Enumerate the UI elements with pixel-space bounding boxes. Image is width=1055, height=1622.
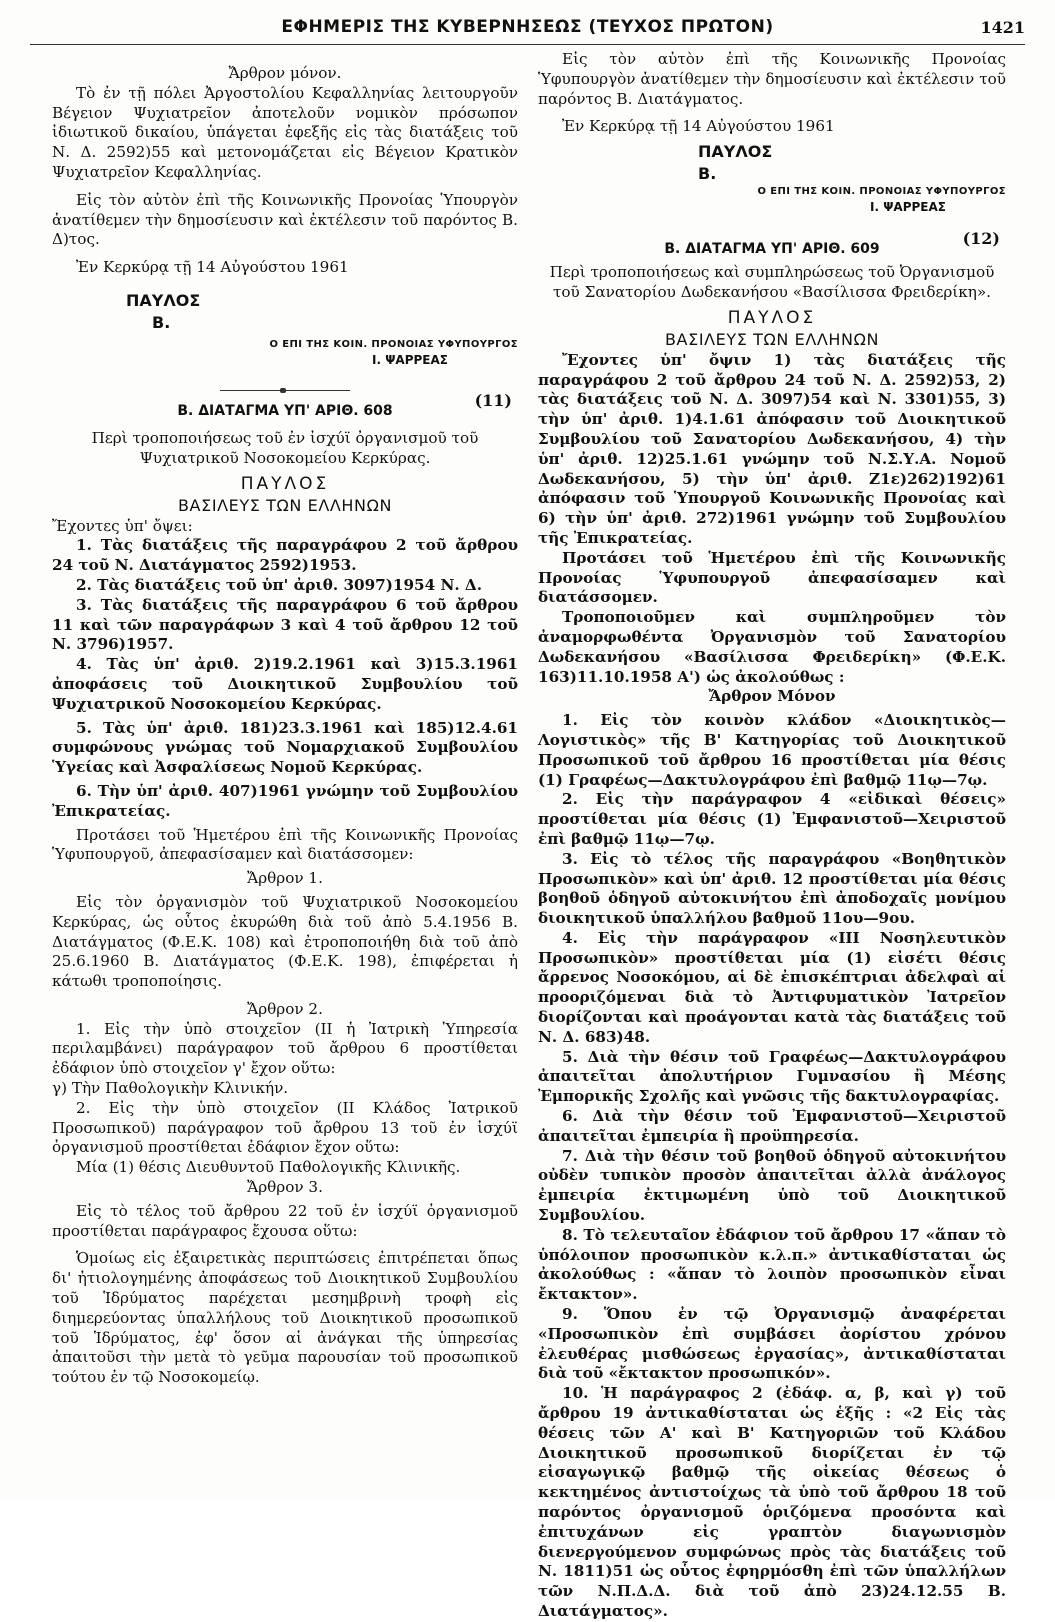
prev-body-2: Εἰς τὸν αὐτὸν ἐπὶ τῆς Κοινωνικῆς Προνοίας Ὑπουργὸν ἀνατίθεμεν τὴν δημοσίευσιν καὶ ἐκτέλεσιν τοῦ παρόντος Β. Δ)τος.	[52, 190, 518, 249]
decree-609-king: ΠΑΥΛΟΣ	[727, 307, 817, 328]
right-column	[538, 50, 1006, 1622]
proposal-609: Προτάσει τοῦ Ἡμετέρου ἐπὶ τῆς Κοινωνικῆς Προνοίας Ὑφυπουργοῦ ἀπεφασίσαμεν καὶ διατάσσομεν.	[538, 548, 1006, 607]
article-2-para-2: 2. Εἰς τὴν ὑπὸ στοιχεῖον (ΙΙ Κλάδος Ἰατρικοῦ Προσωπικοῦ) παράγραφον τοῦ ἄρθρου 13 τοῦ ἐν ἰσχύϊ ὀργανισμοῦ προστίθεται ἐδάφιον ἔχον οὕτω:	[52, 1098, 518, 1157]
prev-body-1: Τὸ ἐν τῇ πόλει Ἀργοστολίου Κεφαλληνίας λειτουργοῦν Βέγειον Ψυχιατρεῖον ἀποτελοῦν νομικὸν πρόσωπον ἰδιωτικοῦ δικαίου, ὑπάγεται ἐφεξῆς εἰς τὰς διατάξεις τοῦ Ν. Δ. 2592)55 καὶ μετονομάζεται εἰς Βέγειον Κρατικὸν Ψυχιατρεῖον Κεφαλληνίας.	[52, 83, 518, 181]
article-2-para-2a: Μία (1) θέσις Διευθυντοῦ Παθολογικῆς Κλινικῆς.	[76, 1158, 461, 1177]
recital-item: 2. Τὰς διατάξεις τοῦ ὑπ' ἀριθ. 3097)1954 Ν. Δ.	[76, 575, 482, 594]
decree-609-king-title: ΒΑΣΙΛΕΥΣ ΤΩΝ ΕΛΛΗΝΩΝ	[664, 329, 880, 349]
cont-place-date: Ἐν Κερκύρᾳ τῇ 14 Αὐγούστου 1961	[562, 117, 835, 136]
list-item: 1. Εἰς τὸν κοινὸν κλάδον «Διοικητικὸς—Λογιστικὸς» τῆς Β' Κατηγορίας τοῦ Διοικητικοῦ Προσωπικοῦ τοῦ ἄρθρου 16 προστίθεται μία θέσις (1) Γραφέως—Δακτυλογράφου ἐπὶ βαθμῷ 11ῳ—7ῳ.	[538, 711, 1006, 789]
prev-place-date: Ἐν Κερκύρᾳ τῇ 14 Αὐγούστου 1961	[76, 258, 349, 277]
article-1-body: Εἰς τὸν ὀργανισμὸν τοῦ Ψυχιατρικοῦ Νοσοκομείου Κερκύρας, ὡς οὗτος ἐκυρώθη διὰ τοῦ ἀπὸ 5.4.1956 Β. Διατάγματος (Φ.Ε.Κ. 108) καὶ ἐτροποποιήθη διὰ τοῦ ἀπὸ 25.6.1960 Β. Διατάγματος (Φ.Ε.Κ. 198), ἐπιφέρεται ἡ κάτωθι τροποποίησις.	[52, 892, 518, 991]
recitals-list	[52, 536, 518, 821]
section-divider	[220, 390, 350, 391]
article-3-quote: Ὁμοίως εἰς ἐξαιρετικὰς περιπτώσεις ἐπιτρέπεται ὅπως δι' ἠτιολογημένης ἀποφάσεως τοῦ Διοικητικοῦ Συμβουλίου τοῦ Ἱδρύματος παρέχεται μεσημβρινὴ τροφὴ εἰς διημερεύοντας ὑπαλλήλους τοῦ Διοικητικοῦ προσωπικοῦ τοῦ Ἱδρύματος, ἐφ' ὅσον αἱ ἀνάγκαι τῆς ὑπηρεσίας ἀπαιτοῦσι τὴν μετὰ τὸ γεῦμα παρουσίαν τοῦ προσωπικοῦ τούτου ἐν τῷ Νοσοκομείῳ.	[52, 1249, 518, 1387]
recital-item: 3. Τὰς διατάξεις τῆς παραγράφου 6 τοῦ ἄρθρου 11 καὶ τῶν παραγράφων 3 καὶ 4 τοῦ ἄρθρου 12 τοῦ Ν. 3796)1957.	[52, 595, 518, 654]
list-item: 4. Εἰς τὴν παράγραφον «ΙΙΙ Νοσηλευτικὸν Προσωπικὸν» προστίθεται μία (1) εἰσέτι θέσις ἄρρενος Νοσοκόμου, αἱ δὲ ἐπισκέπτριαι ἀδελφαὶ αἱ προοριζόμεναι διὰ τὸ Ἀντιφυματικὸν Ἰατρεῖον διορίζονται καὶ προάγονται κατὰ τὰς διατάξεις τοῦ Ν. Δ. 683)48.	[538, 928, 1006, 1046]
prev-minister-name: Ι. ΨΑΡΡΕΑΣ	[372, 352, 448, 367]
list-item: 3. Εἰς τὸ τέλος τῆς παραγράφου «Βοηθητικὸν Προσωπικὸν» καὶ ὑπ' ἀριθ. 12 προστίθεται μία θέσις βοηθοῦ ὁδηγοῦ αὐτοκινήτου ἐπὶ ἀποδοχαῖς μονίμου διοικητικοῦ ὑπαλλήλου βαθμοῦ 11ου—9ου.	[538, 849, 1006, 928]
article-3-body: Εἰς τὸ τέλος τοῦ ἄρθρου 22 τοῦ ἐν ἰσχύϊ ὀργανισμοῦ προστίθεται παράγραφος ἔχουσα οὕτω:	[52, 1201, 518, 1240]
decree-608-king: ΠΑΥΛΟΣ	[240, 473, 330, 494]
list-item: 7. Διὰ τὴν θέσιν τοῦ βοηθοῦ ὁδηγοῦ αὐτοκινήτου οὐδὲν τυπικὸν προσὸν ἀπαιτεῖται ἀλλὰ ἀνάλογος ἐμπειρία ἐκτιμωμένη ὑπὸ τοῦ Διοικητικοῦ Συμβουλίου.	[538, 1146, 1006, 1225]
page-number: 1421	[980, 18, 1025, 37]
decree-609-heading	[538, 229, 1006, 259]
page-header	[30, 14, 1025, 44]
list-item: 8. Τὸ τελευταῖον ἐδάφιον τοῦ ἄρθρου 17 «ἅπαν τὸ ὑπόλοιπον προσωπικὸν κ.λ.π.» ἀντικαθίσταται ὡς ἀκολούθως : «ἅπαν τὸ λοιπὸν προσωπικὸν εἶναι ἔκτακτον».	[538, 1225, 1006, 1304]
proposal-608: Προτάσει τοῦ Ἡμετέρου ἐπὶ τῆς Κοινωνικῆς Προνοίας Ὑφυπουργοῦ, ἀπεφασίσαμεν καὶ διατάσσομεν:	[52, 825, 518, 864]
cont-minister-title: Ο ΕΠΙ ΤΗΣ ΚΟΙΝ. ΠΡΟΝΟΙΑΣ ΥΦΥΠΟΥΡΓΟΣ	[757, 186, 1006, 198]
cont-body: Εἰς τὸν αὐτὸν ἐπὶ τῆς Κοινωνικῆς Προνοίας Ὑφυπουργὸν ἀνατίθεμεν τὴν δημοσίευσιν καὶ ἐκτέλεσιν τοῦ παρόντος Β. Διατάγματος.	[538, 50, 1006, 108]
list-item: 10. Ἡ παράγραφος 2 (ἐδάφ. α, β, καὶ γ) τοῦ ἄρθρου 19 ἀντικαθίσταται ὡς ἑξῆς : «2 Εἰς τὰς θέσεις τῶν Α' καὶ Β' Κατηγοριῶν τοῦ Κλάδου Διοικητικοῦ προσωπικοῦ διορίζεται ἐν τῷ εἰσαγωγικῷ βαθμῷ τῆς οἰκείας θέσεως ὁ κεκτημένος ἀντιστοίχως τὰ ὑπὸ τοῦ ἄρθρου 18 τοῦ παρόντος ὀργανισμοῦ ὁριζόμενα προσόντα καὶ ἐπιτυχάνων εἰς γραπτὸν διαγωνισμὸν διενεργούμενον συμφώνως πρὸς τὰς διατάξεις τοῦ Ν. 1811)51 ὡς οὗτος ἐφηρμόσθη ἐπὶ τῶν ὑπαλλήλων τῶν Ν.Π.Δ.Δ. διὰ τοῦ ἀπὸ 23)24.12.55 Β. Διατάγματος».	[538, 1384, 1006, 1620]
decree-608-number: (11)	[474, 390, 512, 410]
article-1-title: Ἄρθρον 1.	[247, 869, 323, 888]
gazette-title: ΕΦΗΜΕΡΙΣ ΤΗΣ ΚΥΒΕΡΝΗΣΕΩΣ (ΤΕΥΧΟΣ ΠΡΩΤΟΝ)	[281, 17, 774, 37]
prev-king-signature: ΠΑΥΛΟΣ	[126, 290, 201, 310]
decree-609-title: Β. ΔΙΑΤΑΓΜΑ ΥΠ' ΑΡΙΘ. 609	[664, 241, 880, 258]
recital-item: 5. Τὰς ὑπ' ἀριθ. 181)23.3.1961 καὶ 185)12.4.61 συμφώνους γνώμας τοῦ Νομαρχιακοῦ Συμβουλίου Ὑγείας καὶ Ἀσφαλίσεως Νομοῦ Κερκύρας.	[52, 718, 518, 777]
article-only-title: Ἄρθρον Μόνον	[708, 687, 836, 706]
recital-item: 1. Τὰς διατάξεις τῆς παραγράφου 2 τοῦ ἄρθρου 24 τοῦ Ν. Διατάγματος 2592)1953.	[52, 536, 518, 575]
decree-608-subject: Περὶ τροποποιήσεως τοῦ ἐν ἰσχύϊ ὀργανισμοῦ τοῦ Ψυχιατρικοῦ Νοσοκομείου Κερκύρας.	[91, 428, 479, 467]
cont-king-signature: ΠΑΥΛΟΣ	[698, 142, 773, 162]
list-item: 2. Εἰς τὴν παράγραφον 4 «εἰδικαὶ θέσεις» προστίθεται μία θέσις (1) Ἐμφανιστοῦ—Χειριστοῦ ἐπὶ βαθμῷ 11ῳ—7ῳ.	[538, 790, 1006, 848]
decree-609-body	[538, 351, 1006, 1622]
prev-minister-title: Ο ΕΠΙ ΤΗΣ ΚΟΙΝ. ΠΡΟΝΟΙΑΣ ΥΦΥΠΟΥΡΓΟΣ	[269, 338, 518, 350]
cont-minister-name: Ι. ΨΑΡΡΕΑΣ	[870, 200, 946, 215]
amend-609: Τροποποιοῦμεν καὶ συμπληροῦμεν τὸν ἀναμορφωθέντα Ὀργανισμὸν τοῦ Σανατορίου Δωδεκανήσου «Βασίλισσα Φρειδερίκη» (Φ.Ε.Κ. 163)11.10.1958 Α') ὡς ἀκολούθως :	[538, 608, 1006, 686]
left-column	[52, 56, 518, 1388]
recital-item: 6. Τὴν ὑπ' ἀριθ. 407)1961 γνώμην τοῦ Συμβουλίου Ἐπικρατείας.	[52, 781, 518, 820]
decree-608-heading	[52, 390, 518, 421]
list-item: 6. Διὰ τὴν θέσιν τοῦ Ἐμφανιστοῦ—Χειριστοῦ ἀπαιτεῖται ἐμπειρία ἢ προϋπηρεσία.	[538, 1107, 1006, 1145]
article-3-title: Ἄρθρον 3.	[247, 1178, 323, 1197]
prev-article-title: Ἄρθρον μόνον.	[228, 64, 342, 82]
article-2-para-1: 1. Εἰς τὴν ὑπὸ στοιχεῖον (ΙΙ ἡ Ἰατρικὴ Ὑπηρεσία περιλαμβάνει) παράγραφον τοῦ ἄρθρου 6 προστίθεται ἐδάφιον ὑπὸ στοιχεῖον γ' ἔχον οὕτω:	[52, 1019, 518, 1078]
prev-king-initial: Β.	[152, 312, 171, 332]
recital-item: 4. Τὰς ὑπ' ἀριθ. 2)19.2.1961 καὶ 3)15.3.1961 ἀποφάσεις τοῦ Διοικητικοῦ Συμβουλίου τοῦ Ψυχιατρικοῦ Νοσοκομείου Κερκύρας.	[52, 655, 518, 713]
cont-king-initial: Β.	[698, 164, 717, 184]
decree-608-title: Β. ΔΙΑΤΑΓΜΑ ΥΠ' ΑΡΙΘ. 608	[177, 402, 393, 419]
decree-608-king-title: ΒΑΣΙΛΕΥΣ ΤΩΝ ΕΛΛΗΝΩΝ	[177, 495, 393, 515]
decree-609-number: (12)	[962, 229, 1000, 249]
having-seen: Ἔχοντες ὑπ' ὄψει:	[52, 516, 193, 535]
list-item: 5. Διὰ τὴν θέσιν τοῦ Γραφέως—Δακτυλογράφου ἀπαιτεῖται ἀπολυτήριον Γυμνασίου ἢ Μέσης Ἐμπορικῆς Σχολῆς καὶ γνῶσις τῆς δακτυλογραφίας.	[538, 1047, 1006, 1106]
header-rule	[30, 44, 1025, 45]
decree-609-subject: Περὶ τροποποιήσεως καὶ συμπληρώσεως τοῦ Ὀργανισμοῦ τοῦ Σανατορίου Δωδεκανήσου «Βασίλισσα Φρειδερίκη».	[549, 263, 995, 301]
article-2-title: Ἄρθρον 2.	[247, 999, 323, 1018]
recitals-609: Ἔχοντες ὑπ' ὄψιν 1) τὰς διατάξεις τῆς παραγράφου 2 τοῦ ἄρθρου 24 τοῦ Ν. Δ. 2592)53, 2) τὰς διατάξεις τοῦ Ν. Δ. 3097)54 καὶ Ν. 3301)55, 3) τὴν ὑπ' ἀριθ. 1)4.1.61 ἀπόφασιν τοῦ Διοικητικοῦ Συμβουλίου τοῦ Σανατορίου Δωδεκανήσου, 4) τὴν ὑπ' ἀριθ. 12)25.1.61 γνώμην τοῦ Ν.Σ.Υ.Α. Νομοῦ Δωδεκανήσου, 5) τὴν ὑπ' ἀριθ. Ζ1ε)262)192)61 ἀπόφασιν τοῦ Ὑπουργοῦ Κοινωνικῆς Προνοίας καὶ 6) τὴν ὑπ' ἀριθ. 272)1961 γνώμην τοῦ Συμβουλίου τῆς Ἐπικρατείας.	[538, 350, 1006, 547]
list-item: 9. Ὅπου ἐν τῷ Ὀργανισμῷ ἀναφέρεται «Προσωπικὸν ἐπὶ συμβάσει ἀορίστου χρόνου ἐλευθέρας μισθώσεως ἐργασίας», ἀντικαθίσταται διὰ τοῦ «ἔκτακτον προσωπικόν».	[538, 1305, 1006, 1383]
article-2-para-1a: γ) Τὴν Παθολογικὴν Κλινικήν.	[52, 1079, 289, 1098]
